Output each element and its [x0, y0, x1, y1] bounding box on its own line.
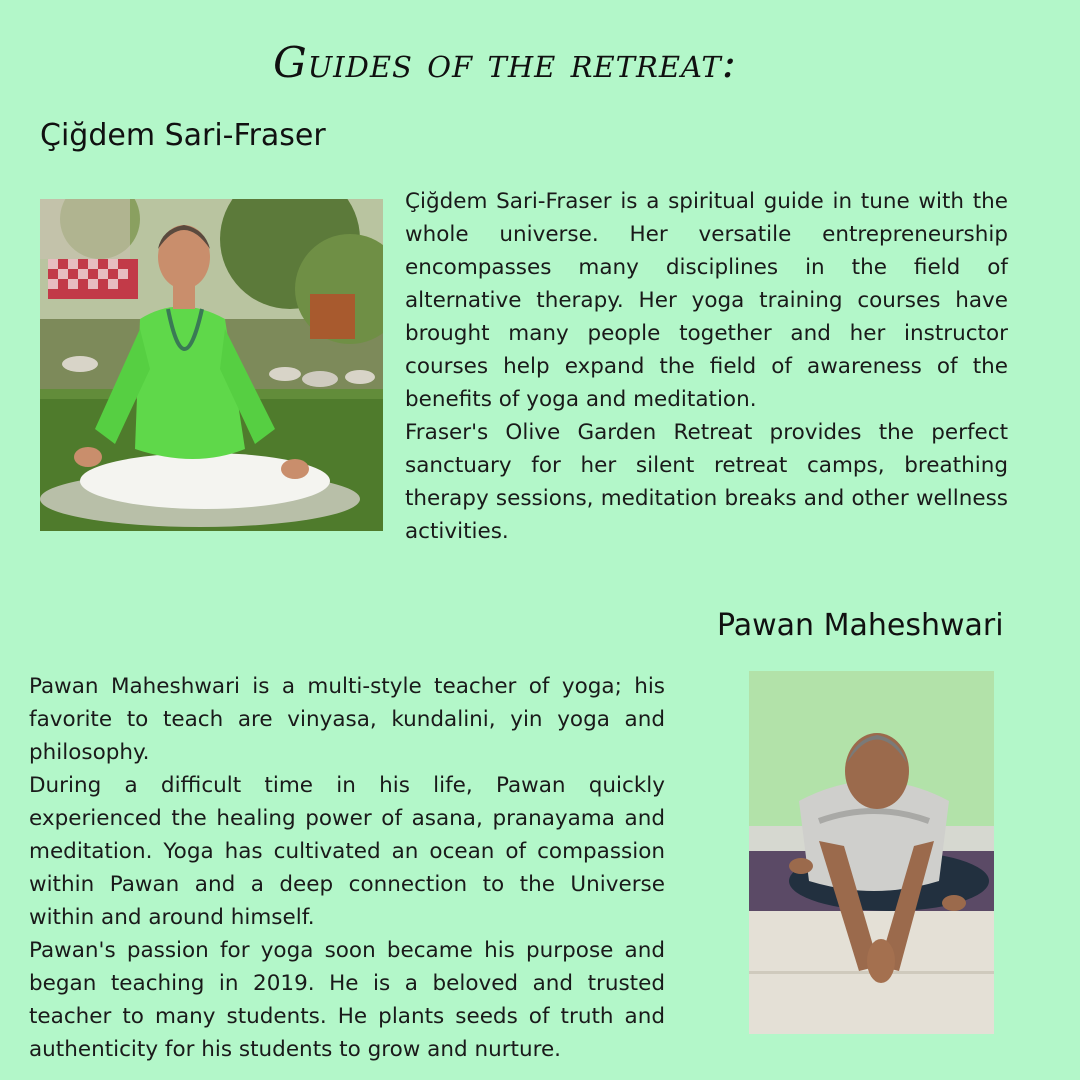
- guide-photo-cigdem: [40, 199, 383, 531]
- page-title: Guides of the retreat:: [273, 38, 737, 87]
- bio-paragraph: Pawan's passion for yoga soon became his purpose and began teaching in 2019. He is a beloved and trusted teacher to many students. He plants seeds of truth and authenticity for his students to grow and nurture.: [29, 938, 665, 1062]
- guide-photo-pawan: [749, 671, 994, 1034]
- bio-paragraph: Çiğdem Sari-Fraser is a spiritual guide in tune with the whole universe. Her versatile entrepreneurship encompasses many disciplines in the field of alternative therapy. Her yoga training courses have brought many people together and her instructor courses help expand the field of awareness of the benefits of yoga and meditation.: [405, 189, 1008, 412]
- guide-name-pawan: Pawan Maheshwari: [717, 608, 1004, 643]
- bio-paragraph: Pawan Maheshwari is a multi-style teacher of yoga; his favorite to teach are vinyasa, kundalini, yin yoga and philosophy.: [29, 674, 665, 765]
- guide-bio-cigdem: [405, 185, 1008, 548]
- guide-bio-pawan: [29, 670, 665, 1066]
- guide-name-cigdem: Çiğdem Sari-Fraser: [40, 118, 326, 153]
- bio-paragraph: Fraser's Olive Garden Retreat provides the perfect sanctuary for her silent retreat camps, breathing therapy sessions, meditation breaks and other wellness activities.: [405, 420, 1008, 544]
- bio-paragraph: During a difficult time in his life, Pawan quickly experienced the healing power of asana, pranayama and meditation. Yoga has cultivated an ocean of compassion within Pawan and a deep connection to the Universe within and around himself.: [29, 773, 665, 930]
